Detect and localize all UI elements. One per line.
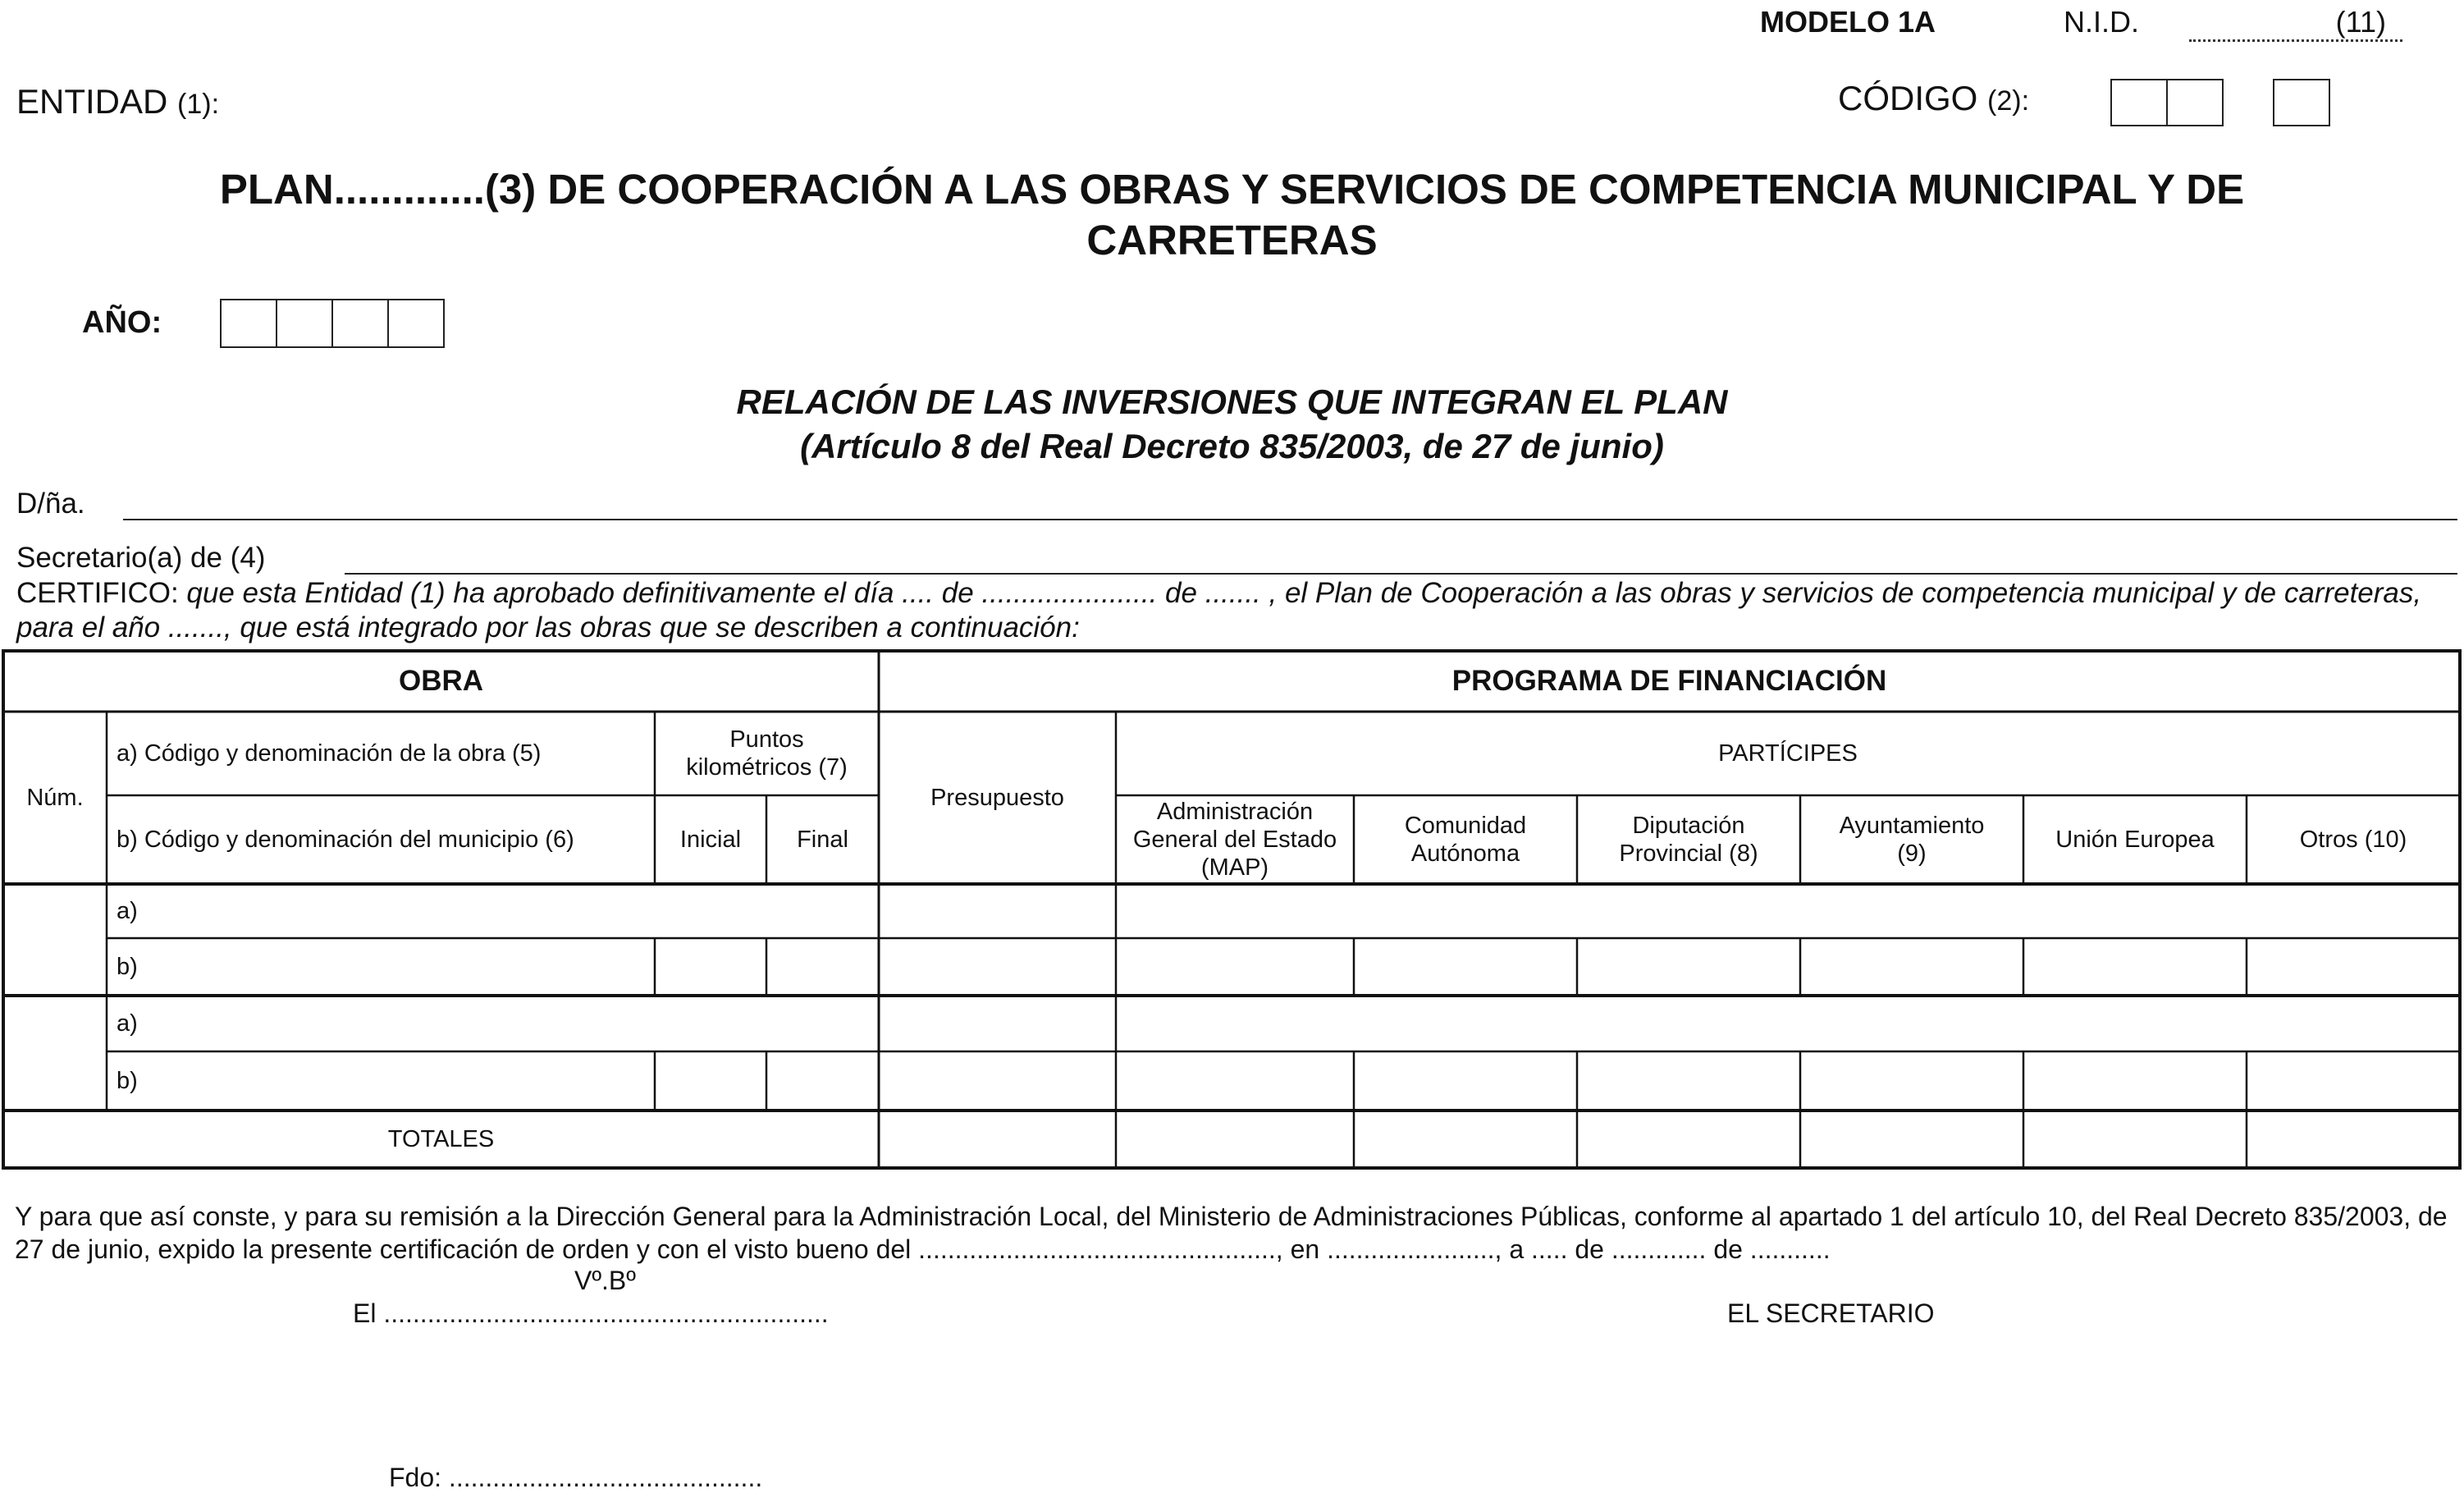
dna-label: D/ña. xyxy=(16,488,85,520)
num-header: Núm. xyxy=(26,785,84,811)
participant-ue-header: Unión Europea xyxy=(2055,827,2215,853)
entidad-ref: (1): xyxy=(177,89,220,120)
relacion-subtitle: (Artículo 8 del Real Decreto 835/2003, de 27 de junio) xyxy=(800,427,1664,465)
plan-title-line2: CARRETERAS xyxy=(1086,217,1378,263)
participant-age-header: Administración General del Estado (MAP) xyxy=(1132,799,1337,881)
codigo-obra-header: a) Código y denominación de la obra (5) xyxy=(117,740,542,767)
plan-title-line1: PLAN.............(3) DE COOPERACIÓN A LAS OBRAS Y SERVICIOS DE COMPETENCIA MUNICIPAL Y DE xyxy=(219,166,2245,213)
participes-header: PARTÍCIPES xyxy=(1718,740,1858,767)
codigo-text: CÓDIGO xyxy=(1838,79,1978,117)
codigo-municipio-header: b) Código y denominación del municipio (6) xyxy=(117,827,574,853)
row1-b-label[interactable]: b) xyxy=(117,954,138,980)
secretario-signature-label: EL SECRETARIO xyxy=(1727,1298,1935,1328)
nid-ref: (11) xyxy=(2335,5,2386,39)
vobo-label: Vº.Bº xyxy=(574,1266,636,1295)
secretario-label: Secretario(a) de (4) xyxy=(16,542,266,574)
el-signature-line[interactable]: El ............................................................. xyxy=(353,1298,829,1328)
ano-label: AÑO: xyxy=(82,305,162,340)
certifico-text: que esta Entidad (1) ha aprobado definitivamente el día .... de ...................... de ....... , el Plan de Cooperación a las obras y servicios de competencia municipal y de carreteras, para el año ......., que está integrado por las obras que se describen a continuación: xyxy=(16,577,2422,643)
fdo-signature-line[interactable]: Fdo: ........................................... xyxy=(389,1463,763,1492)
certifico-label: CERTIFICO: xyxy=(16,577,179,609)
totales-label: TOTALES xyxy=(387,1126,495,1152)
relacion-title: RELACIÓN DE LAS INVERSIONES QUE INTEGRAN EL PLAN xyxy=(736,382,1728,421)
inicial-header: Inicial xyxy=(679,827,742,853)
participant-ccaa-header: Comunidad Autónoma xyxy=(1404,813,1527,867)
participant-ayuntamiento-header: Ayuntamiento (9) xyxy=(1839,813,1985,867)
modelo-label: MODELO 1A xyxy=(1760,5,1936,39)
presupuesto-header: Presupuesto xyxy=(930,785,1064,811)
final-header: Final xyxy=(797,827,848,853)
participant-otros-header: Otros (10) xyxy=(2299,827,2407,853)
codigo-ref: (2): xyxy=(1987,85,2030,117)
participant-diputacion-header: Diputación Provincial (8) xyxy=(1619,813,1758,867)
programa-header: PROGRAMA DE FINANCIACIÓN xyxy=(1451,665,1887,697)
row1-a-label[interactable]: a) xyxy=(117,898,138,924)
entidad-text: ENTIDAD xyxy=(16,82,168,121)
obra-header: OBRA xyxy=(398,665,484,697)
row2-b-label[interactable]: b) xyxy=(117,1068,138,1094)
puntos-header: Puntos kilométricos (7) xyxy=(686,726,848,781)
row2-a-label[interactable]: a) xyxy=(117,1010,138,1037)
nid-label: N.I.D. xyxy=(2064,5,2140,39)
footer-paragraph: Y para que así conste, y para su remisión a la Dirección General para la Administración Local, del Ministerio de Administraciones Públicas, conforme al apartado 1 del artículo 10, del Real Decreto 835/2003, de 27 de junio, expido la presente certificación de orden y con el visto bueno del ................................................., en ......................., a ..... de ............. de ........... xyxy=(15,1202,2448,1264)
